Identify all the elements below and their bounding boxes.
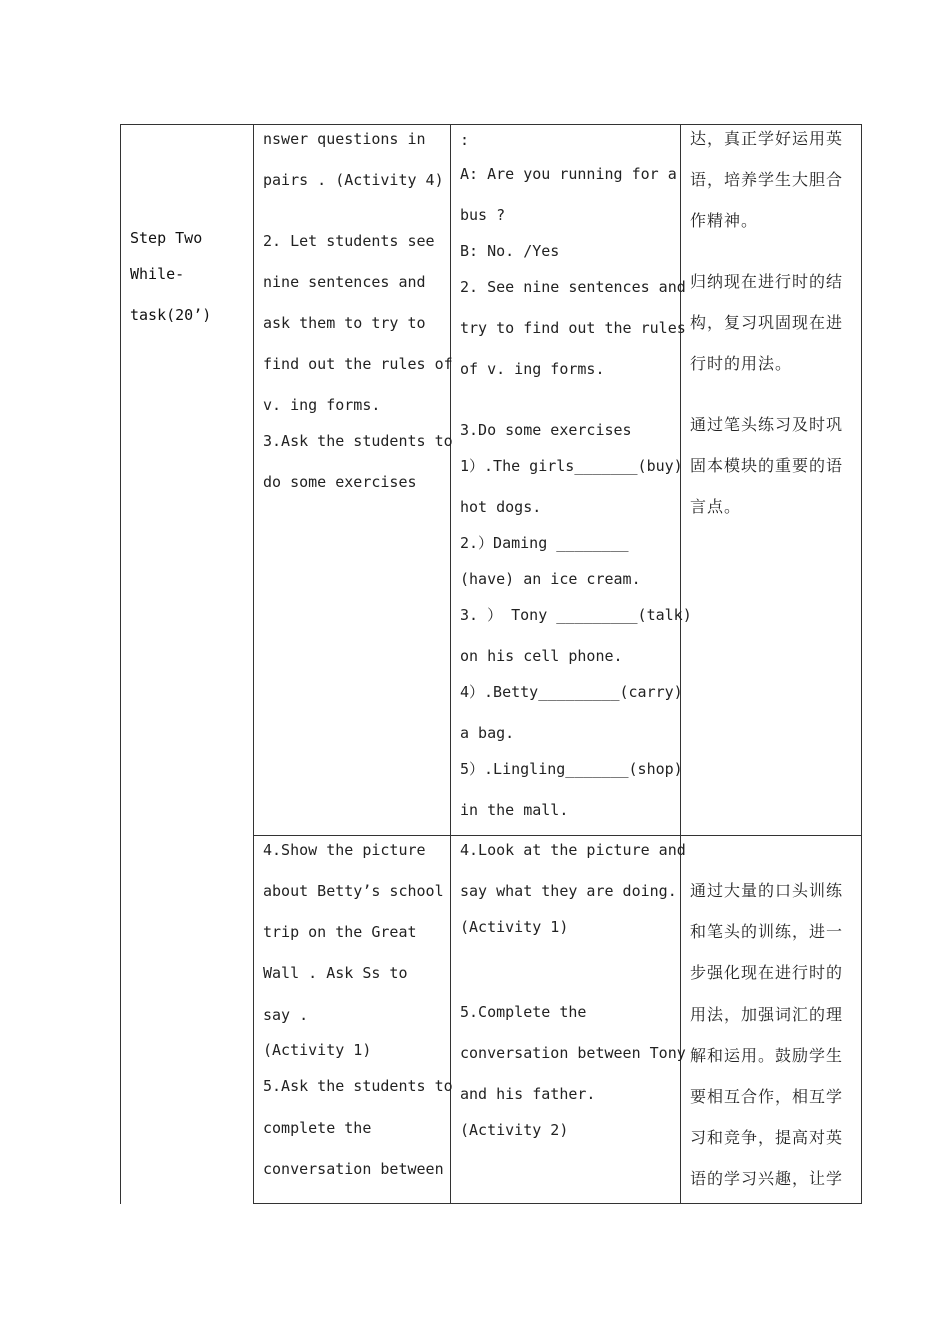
teacher-line: complete the [263,1119,372,1137]
student-line: in the mall. [460,801,569,819]
purpose-line: 行时的用法。 [690,354,793,373]
purpose-line: 要相互合作，相互学 [690,1087,844,1106]
purpose-line: 言点。 [690,497,742,516]
purpose-line: 解和运用。鼓励学生 [690,1046,844,1065]
teacher-line: do some exercises [263,473,417,491]
step-subtitle: While- [130,265,185,283]
teacher-line: 4.Show the picture [263,841,426,859]
student-line: a bag. [460,724,515,742]
student-line: of v. ing forms. [460,360,605,378]
purpose-line: 作精神。 [690,211,759,230]
purpose-line: 用法，加强词汇的理 [690,1005,844,1024]
table-left-border [120,124,121,1204]
teacher-line: 2. Let students see [263,232,435,250]
teacher-line: say . [263,1006,309,1024]
student-line: 4.Look at the picture and [460,841,686,859]
teacher-line: 5.Ask the students to [263,1077,453,1095]
purpose-line: 通过笔头练习及时巩 [690,415,844,434]
student-line: B: No. /Yes [460,242,560,260]
table-top-border [120,124,862,125]
student-line: 5）.Lingling_______(shop) [460,760,683,778]
student-line: hot dogs. [460,498,542,516]
step-time: task(20’) [130,306,212,324]
purpose-line: 步强化现在进行时的 [690,963,844,982]
student-line: try to find out the rules [460,319,686,337]
purpose-line: 语的学习兴趣，让学 [690,1169,844,1188]
student-line: A: Are you running for a [460,165,677,183]
purpose-line: 构，复习巩固现在进 [690,313,844,332]
purpose-line: 和笔头的训练，进一 [690,922,844,941]
purpose-line: 语，培养学生大胆合 [690,170,844,189]
teacher-line: find out the rules of [263,355,453,373]
teacher-line: pairs . (Activity 4) [263,171,444,189]
teacher-line: nswer questions in [263,130,426,148]
student-line: 3. ） Tony _________(talk) [460,606,692,624]
student-line: 2. See nine sentences and [460,278,686,296]
student-line: and his father. [460,1085,596,1103]
column-divider-1 [253,124,254,1204]
purpose-line: 固本模块的重要的语 [690,456,844,475]
teacher-line: about Betty’s school [263,882,444,900]
teacher-line: v. ing forms. [263,396,381,414]
teacher-line: 3.Ask the students to [263,432,453,450]
purpose-line: 通过大量的口头训练 [690,881,844,900]
student-line: 5.Complete the [460,1003,587,1021]
column-divider-2 [450,124,451,1204]
table-bottom-border [253,1203,862,1204]
student-line: 2.）Daming ________ [460,534,629,552]
student-line: (Activity 2) [460,1121,569,1139]
student-line: (have) an ice cream. [460,570,641,588]
teacher-line: (Activity 1) [263,1041,372,1059]
student-line: on his cell phone. [460,647,623,665]
purpose-line: 达，真正学好运用英 [690,129,844,148]
student-line: 4）.Betty_________(carry) [460,683,683,701]
purpose-line: 归纳现在进行时的结 [690,272,844,291]
teacher-line: Wall . Ask Ss to [263,964,408,982]
purpose-line: 习和竞争，提高对英 [690,1128,844,1147]
teacher-line: trip on the Great [263,923,417,941]
student-line: conversation between Tony [460,1044,686,1062]
student-line: : [460,131,470,149]
teacher-line: conversation between [263,1160,444,1178]
student-line: (Activity 1) [460,918,569,936]
table-right-border [861,124,862,1204]
teacher-line: nine sentences and [263,273,426,291]
student-line: say what they are doing. [460,882,677,900]
student-line: bus ? [460,206,506,224]
student-line: 3.Do some exercises [460,421,632,439]
teacher-line: ask them to try to [263,314,426,332]
row-divider [253,835,862,836]
step-title: Step Two [130,229,203,247]
student-line: 1）.The girls_______(buy) [460,457,683,475]
